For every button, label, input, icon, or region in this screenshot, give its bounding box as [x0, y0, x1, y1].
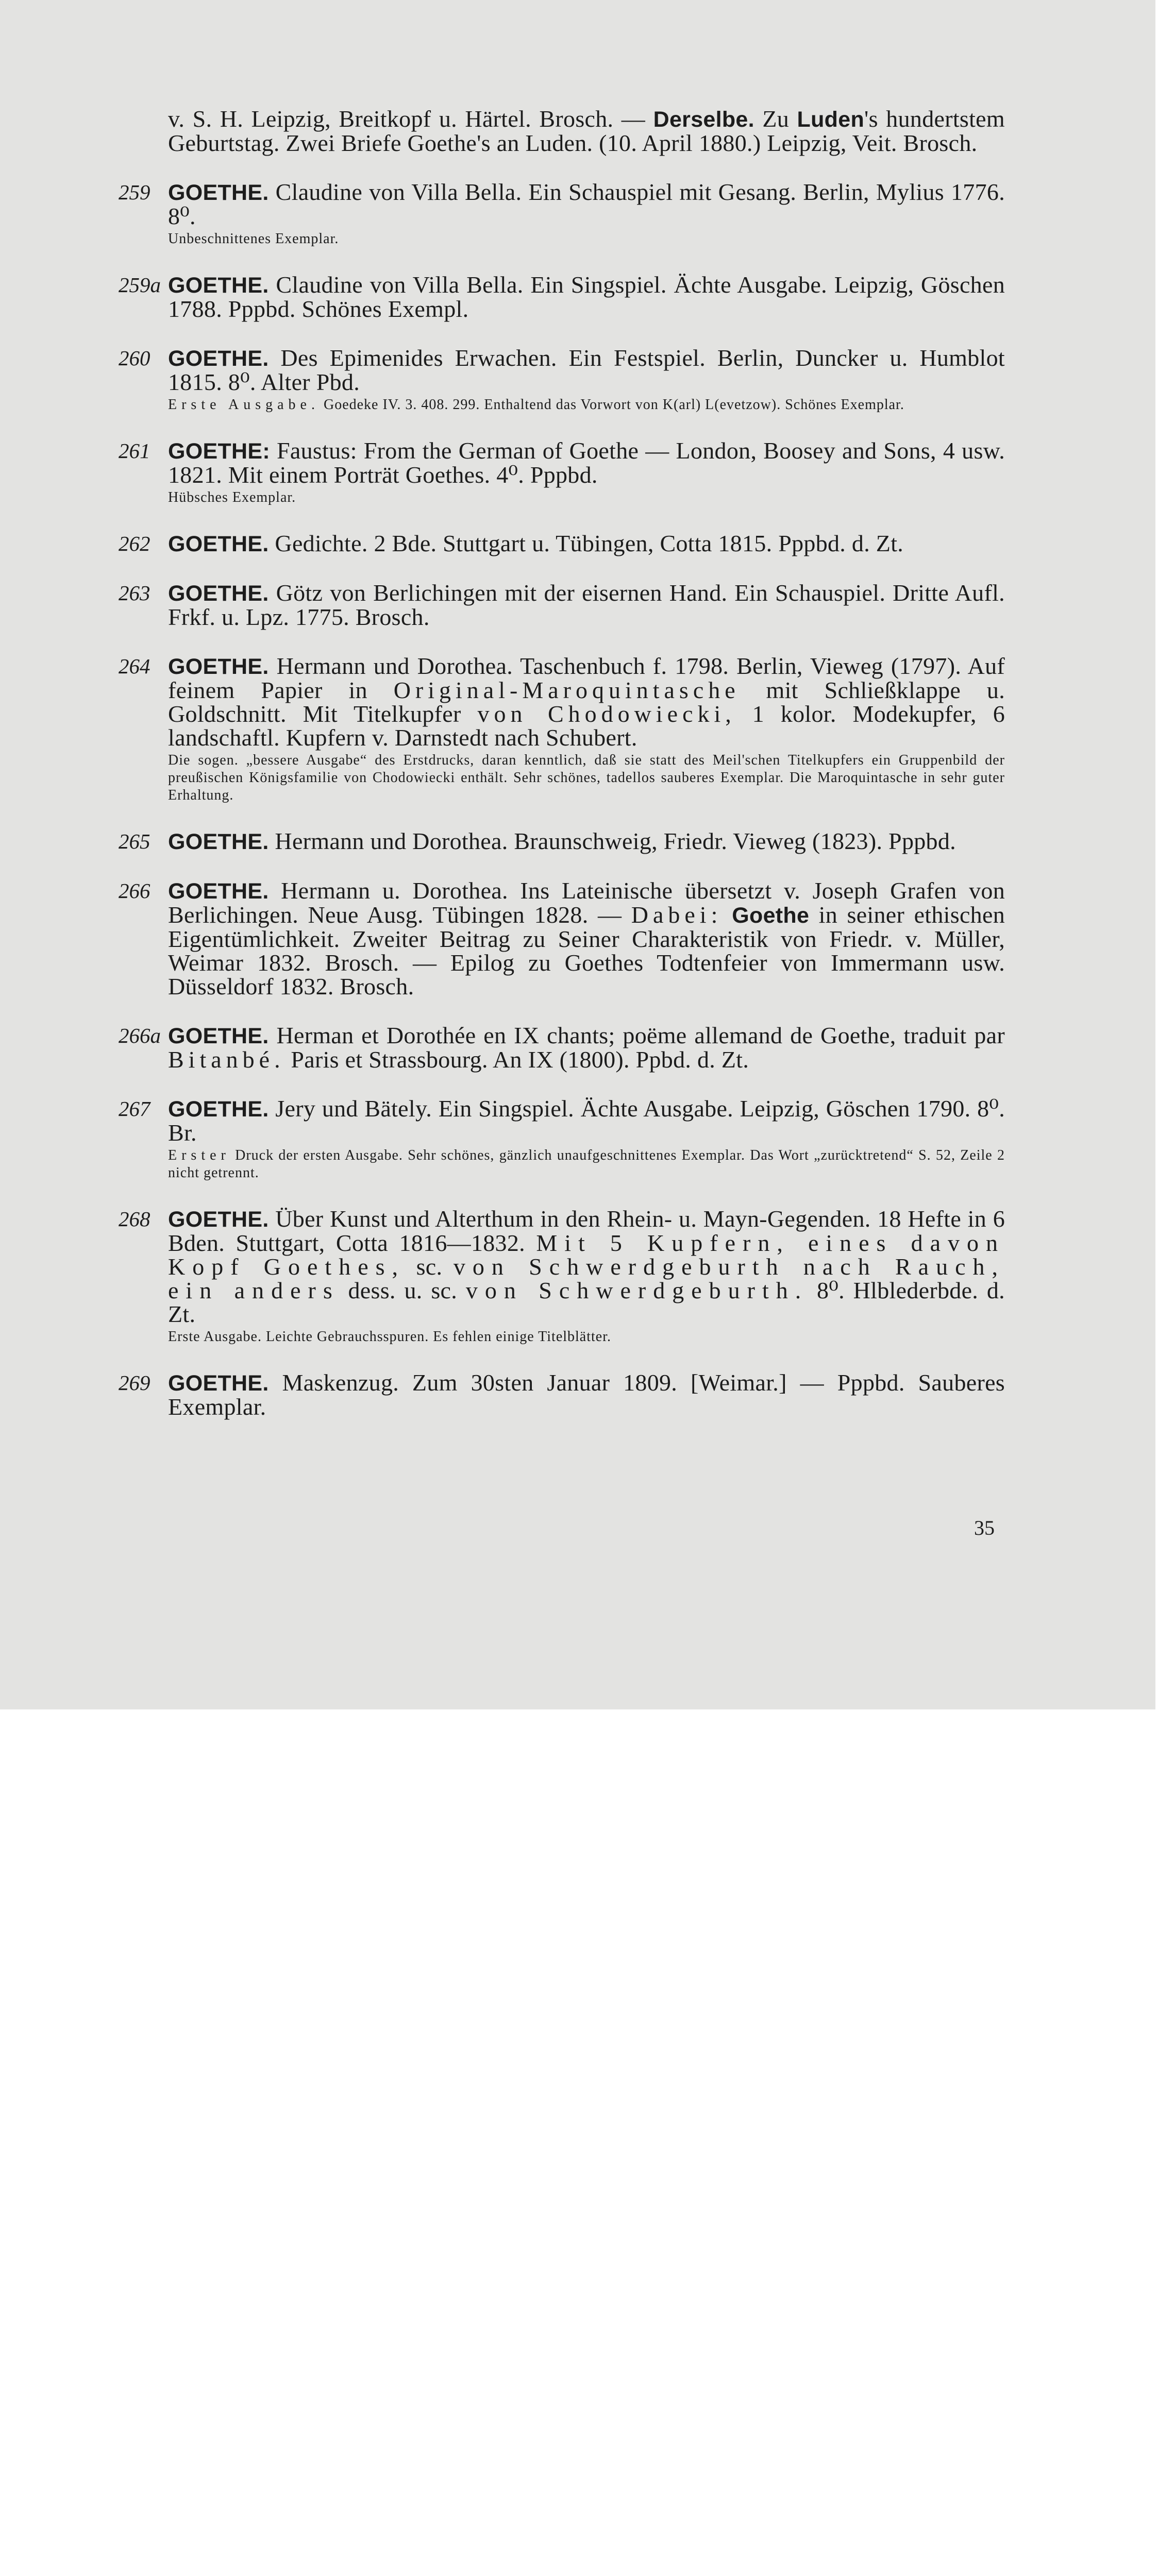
catalog-entry-264: [119, 654, 1005, 804]
catalog-entry-265: [119, 829, 1005, 854]
bold-term: Luden: [797, 107, 865, 132]
catalog-entry-266: [119, 879, 1005, 998]
entry-number: 259: [119, 180, 150, 204]
entry-author: GOETHE.: [168, 180, 269, 205]
catalog-entry-259: [119, 180, 1005, 248]
entry-author: GOETHE.: [168, 1207, 269, 1232]
entry-author: GOETHE.: [168, 654, 269, 679]
page-number: 35: [974, 1516, 995, 1539]
catalog-entry-261: [119, 439, 1005, 506]
entry-number: 260: [119, 346, 150, 370]
entry-body: GOETHE. Über Kunst und Alterthum in den Rhein- u. Mayn-Gegenden. 18 Hefte in 6 Bden. Stuttgart, Cotta 1816—1832. Mit 5 Kupfern, eines davon Kopf Goethes, sc. von Schwerdgeburth nach Rauch, ein anders dess. u. sc. von Schwerdgeburth. 8⁰. Hlblederbde. d. Zt.: [168, 1206, 1005, 1327]
entry-body: GOETHE. Hermann und Dorothea. Braunschweig, Friedr. Vieweg (1823). Pppbd.: [168, 828, 956, 854]
entry-body: GOETHE. Jery und Bätely. Ein Singspiel. Ächte Ausgabe. Leipzig, Göschen 1790. 8⁰. Br.: [168, 1095, 1005, 1146]
catalog-entry-262: [119, 532, 1005, 556]
entry-author: GOETHE:: [168, 439, 270, 464]
entry-body: GOETHE. Claudine von Villa Bella. Ein Schauspiel mit Gesang. Berlin, Mylius 1776. 8⁰.: [168, 179, 1005, 229]
entry-author: GOETHE.: [168, 581, 269, 606]
catalog-entry-268: [119, 1207, 1005, 1346]
digitization-footer: [0, 1709, 1158, 1779]
entry-note: Erste Ausgabe. Goedeke IV. 3. 408. 299. Enthaltend das Vorwort von K(arl) L(evetzow). Schönes Exemplar.: [168, 397, 904, 413]
entry-note: Erste Ausgabe. Leichte Gebrauchsspuren. Es fehlen einige Titelblätter.: [168, 1329, 612, 1345]
entry-number: 265: [119, 829, 150, 853]
entry-number: 266: [119, 879, 150, 903]
catalog-entry-267: [119, 1097, 1005, 1182]
entry-author: GOETHE.: [168, 1024, 269, 1048]
entry-body: GOETHE. Götz von Berlichingen mit der eisernen Hand. Ein Schauspiel. Dritte Aufl. Frkf. u. Lpz. 1775. Brosch.: [168, 580, 1005, 630]
entry-body: GOETHE. Hermann und Dorothea. Taschenbuch f. 1798. Berlin, Vieweg (1797). Auf feinem Papier in Original-Maroquintasche mit Schließklappe u. Goldschnitt. Mit Titelkupfer von Chodowiecki, 1 kolor. Modekupfer, 6 landschaftl. Kupfern v. Darnstedt nach Schubert.: [168, 653, 1005, 751]
catalog-entry-266a: [119, 1024, 1005, 1072]
entry-number: 261: [119, 439, 150, 463]
entry-author: GOETHE.: [168, 532, 269, 556]
catalog-entry-259a: [119, 273, 1005, 321]
entry-author: GOETHE.: [168, 1371, 269, 1396]
entry-body: GOETHE. Claudine von Villa Bella. Ein Singspiel. Ächte Ausgabe. Leipzig, Göschen 1788. Pppbd. Schönes Exempl.: [168, 272, 1005, 322]
catalog-entry-269: [119, 1371, 1005, 1419]
entry-note: Hübsches Exemplar.: [168, 489, 296, 505]
entry-number: 269: [119, 1371, 150, 1395]
entry-number: 259a: [119, 273, 161, 297]
entry-body: GOETHE: Faustus: From the German of Goethe — London, Boosey and Sons, 4 usw. 1821. Mit einem Porträt Goethes. 4⁰. Pppbd.: [168, 437, 1005, 488]
entry-number: 262: [119, 532, 150, 555]
entry-author: GOETHE.: [168, 879, 269, 904]
entry-number: 267: [119, 1097, 150, 1121]
entry-body: GOETHE. Maskenzug. Zum 30sten Januar 1809. [Weimar.] — Pppbd. Sauberes Exemplar.: [168, 1369, 1005, 1420]
entry-number: 264: [119, 654, 150, 678]
entry-body: GOETHE. Herman et Dorothée en IX chants; poëme allemand de Goethe, traduit par Bitanbé. Paris et Strassbourg. An IX (1800). Ppbd. d. Zt.: [168, 1022, 1005, 1073]
entry-author: GOETHE.: [168, 1097, 269, 1122]
catalog-text: [119, 107, 1005, 1419]
entry-number: 268: [119, 1207, 150, 1231]
entry-author: GOETHE.: [168, 273, 269, 298]
entry-body: GOETHE. Gedichte. 2 Bde. Stuttgart u. Tübingen, Cotta 1815. Pppbd. d. Zt.: [168, 530, 904, 556]
entry-body: GOETHE. Hermann u. Dorothea. Ins Lateinische übersetzt v. Joseph Grafen von Berlichingen. Neue Ausg. Tübingen 1828. — Dabei: Goethe in seiner ethischen Eigentümlichkeit. Zweiter Beitrag zu Seiner Charakteristik von Friedr. v. Müller, Weimar 1832. Brosch. — Epilog zu Goethes Todtenfeier von Immermann usw. Düsseldorf 1832. Brosch.: [168, 877, 1005, 999]
catalog-entry-263: [119, 581, 1005, 629]
entry-note: Erster Druck der ersten Ausgabe. Sehr schönes, gänzlich unaufgeschnittenes Exemplar. Das Wort „zurücktretend“ S. 52, Zeile 2 nicht getrennt.: [168, 1147, 1005, 1181]
entry-note: Unbeschnittenes Exemplar.: [168, 231, 339, 247]
catalog-entry-260: [119, 346, 1005, 414]
continuation-entry: v. S. H. Leipzig, Breitkopf u. Härtel. Brosch. — Derselbe. Zu Luden's hundertstem Geburtstag. Zwei Briefe Goethe's an Luden. (10. April 1880.) Leipzig, Veit. Brosch.: [168, 106, 1005, 156]
entry-body: GOETHE. Des Epimenides Erwachen. Ein Festspiel. Berlin, Duncker u. Humblot 1815. 8⁰. Alter Pbd.: [168, 345, 1005, 395]
bold-term: Goethe: [722, 903, 810, 928]
entry-number: 263: [119, 581, 150, 605]
entry-number: 266a: [119, 1024, 161, 1047]
entry-author: GOETHE.: [168, 829, 269, 854]
entry-note: Die sogen. „bessere Ausgabe“ des Erstdrucks, daran kenntlich, daß sie statt des Meil'schen Titelkupfers ein Gruppenbild der preußischen Königsfamilie von Chodowiecki enthält. Sehr schönes, tadellos sauberes Exemplar. Die Maroquintasche in sehr guter Erhaltung.: [168, 752, 1005, 803]
bold-term: Derselbe.: [653, 107, 754, 132]
entry-author: GOETHE.: [168, 346, 269, 371]
